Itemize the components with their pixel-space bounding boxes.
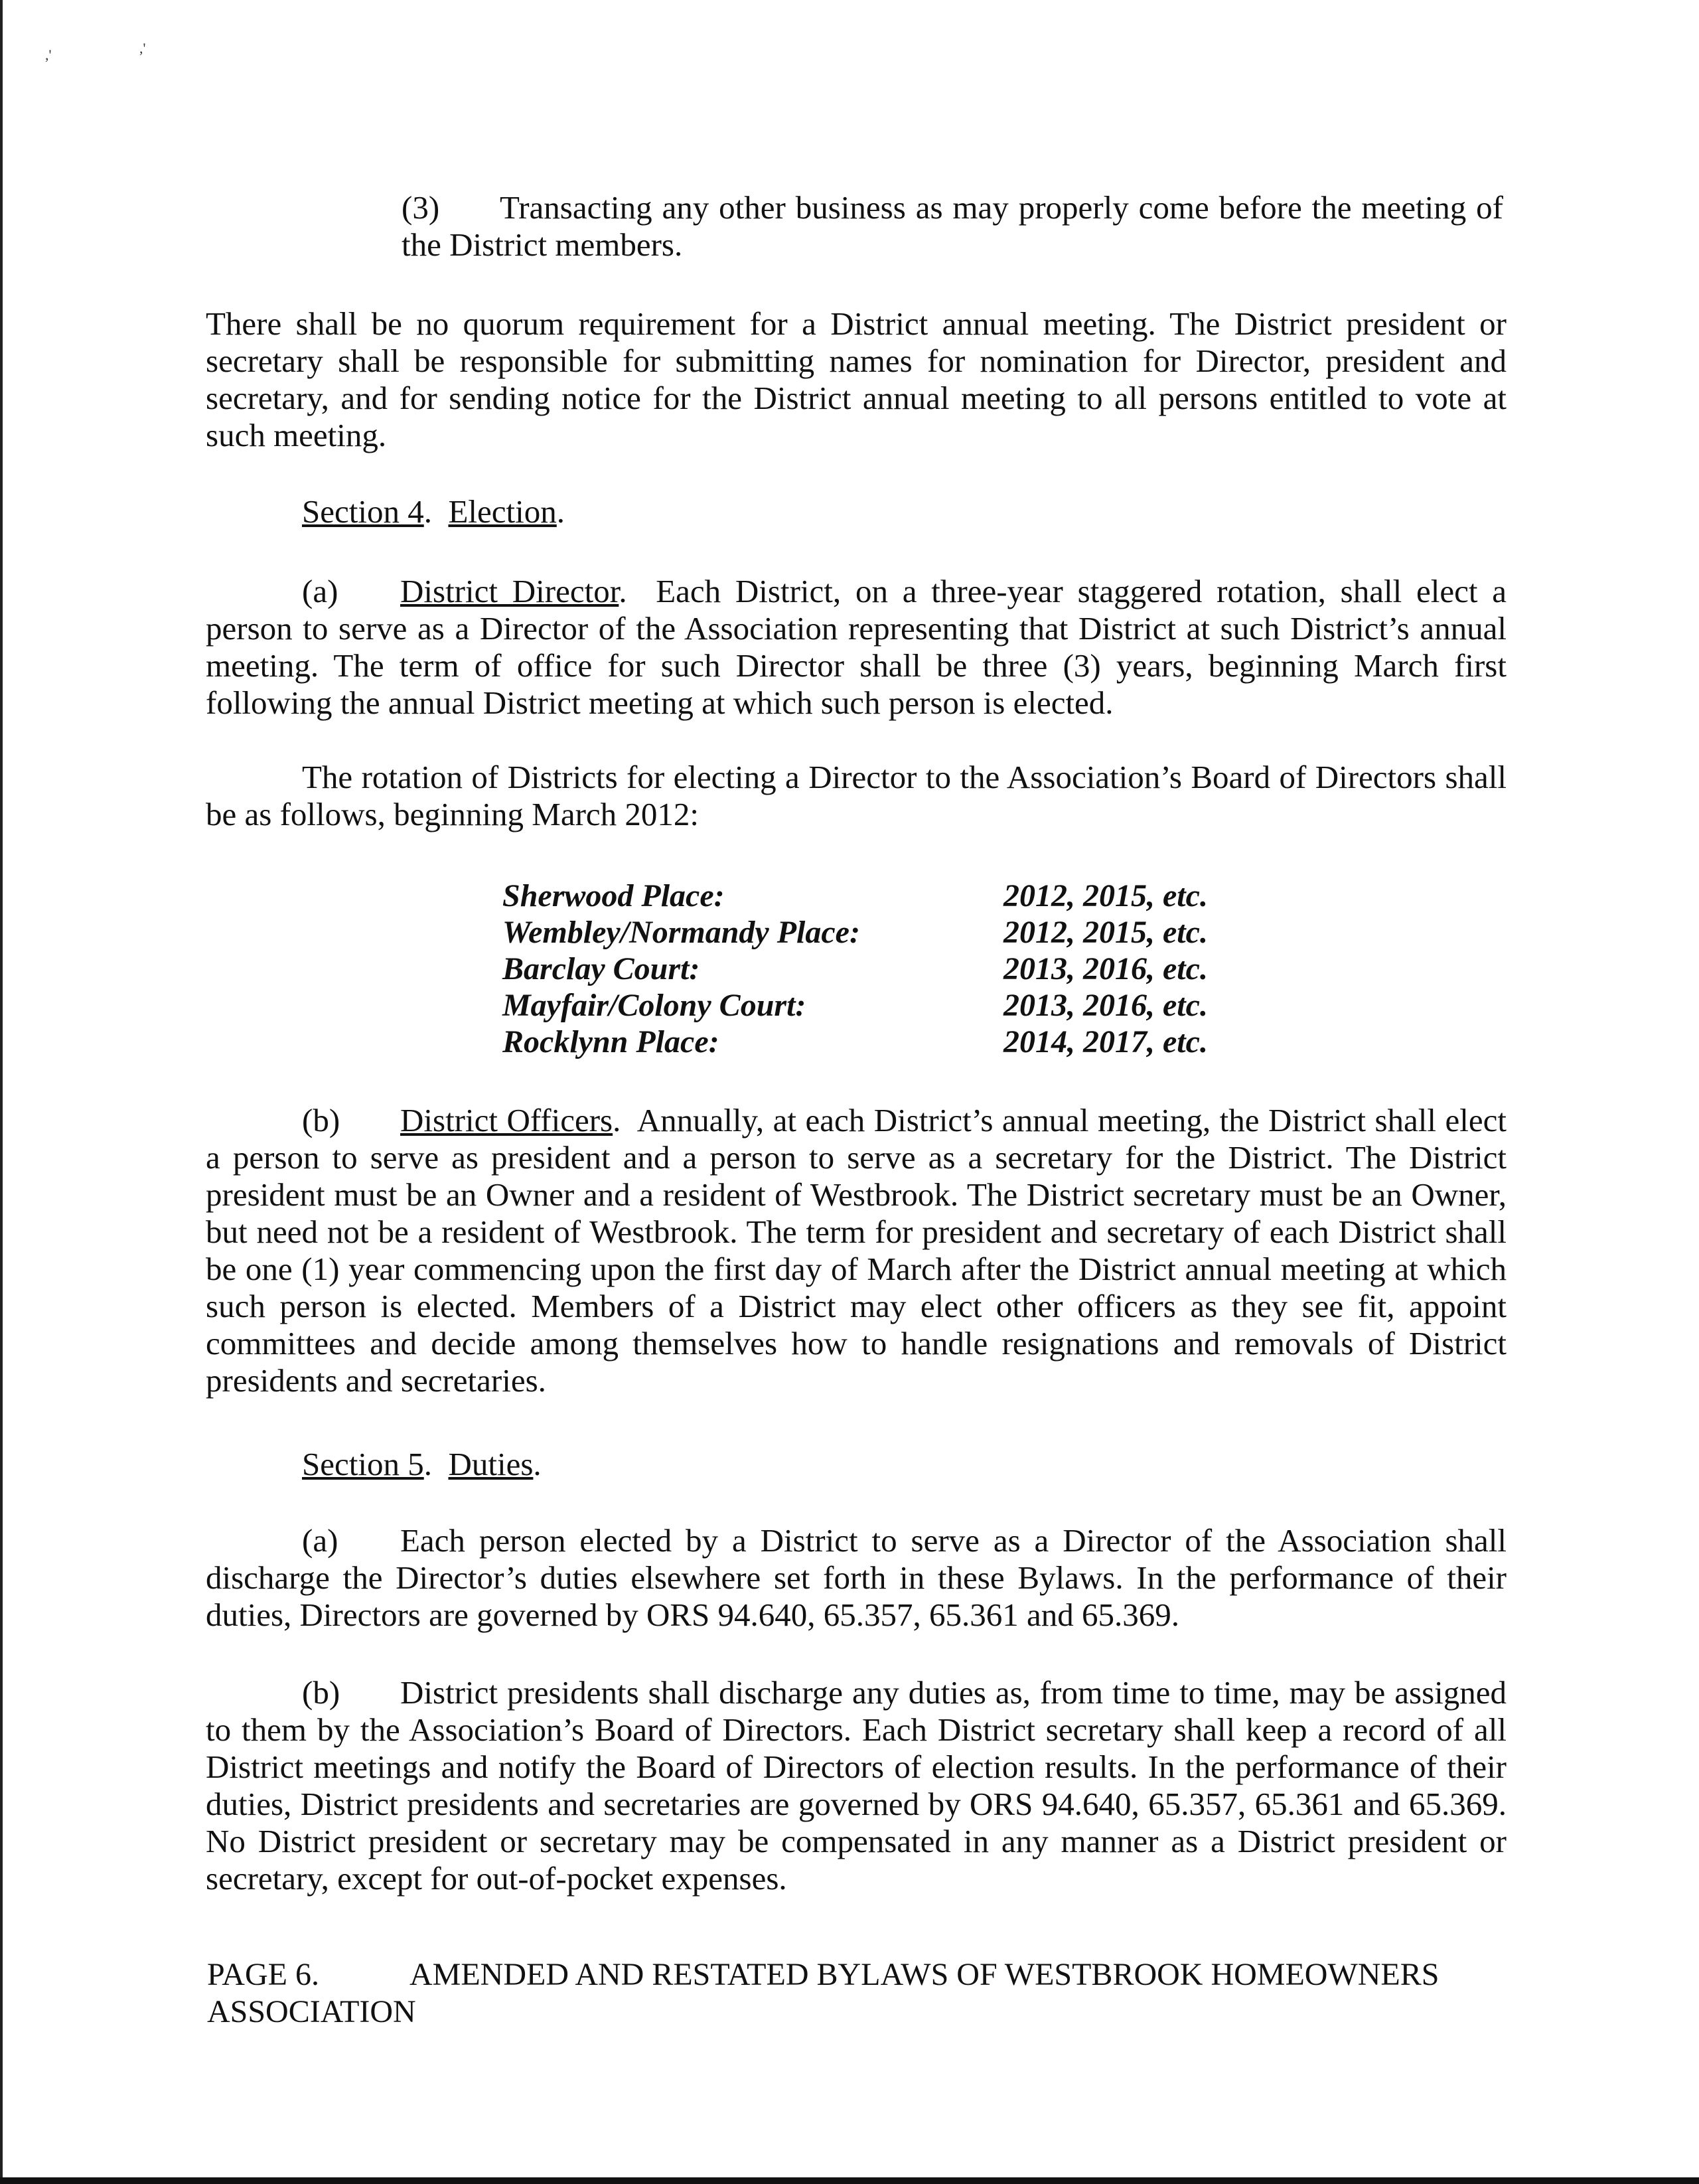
- quorum-paragraph: There shall be no quorum requirement for a District annual meeting. The District president or secretary shall be responsible for submitting names for nomination for Director, president and secretary, and for sending notice for the District annual meeting to all persons entitled to vote at such meeting.: [206, 305, 1507, 453]
- section-4-item-a-text: Each District, on a three-year staggered rotation, shall elect a person to serve as a Director of the Association representing that District at such District’s annual meeting. The term of office for such Director shall be three (3) years, beginning March first following the annual District meeting at which such person is elected.: [206, 573, 1507, 721]
- rotation-row: [502, 987, 1299, 1024]
- footer-page-label: PAGE 6.: [207, 1957, 319, 1992]
- section-4-title: Election: [448, 493, 557, 530]
- scan-left-edge: [0, 0, 3, 2184]
- rotation-years: 2012, 2015, etc.: [1003, 878, 1208, 913]
- section-5-item-b-marker: (b): [302, 1674, 340, 1711]
- rotation-years: 2012, 2015, etc.: [1003, 915, 1208, 950]
- rotation-intro: The rotation of Districts for electing a Director to the Association’s Board of Directors shall be as follows, beginning March 2012:: [206, 759, 1507, 832]
- page-footer: [207, 1956, 1508, 2031]
- rotation-row: [502, 878, 1299, 914]
- rotation-district: Sherwood Place:: [502, 878, 725, 913]
- section-5-label: Section 5: [302, 1446, 424, 1482]
- rotation-list: [502, 878, 1299, 1060]
- rotation-years: 2013, 2016, etc.: [1003, 988, 1208, 1023]
- item-3-text: Transacting any other business as may properly come before the meeting of the District members.: [402, 189, 1503, 263]
- section-4-item-b-marker: (b): [302, 1102, 340, 1138]
- rotation-row: [502, 1024, 1299, 1060]
- section-5-item-b-text: District presidents shall discharge any duties as, from time to time, may be assigned to them by the Association’s Board of Directors. Each District secretary shall keep a record of all District meetings and notify the Board of Directors of election results. In the performance of their duties, District presidents and secretaries are governed by ORS 94.640, 65.357, 65.361 and 65.369. No District president or secretary may be compensated in any manner as a District president or secretary, except for out-of-pocket expenses.: [206, 1674, 1507, 1897]
- section-5-item-a: [206, 1522, 1507, 1634]
- footer-title: AMENDED AND RESTATED BYLAWS OF WESTBROOK HOMEOWNERS ASSOCIATION: [207, 1957, 1440, 2029]
- item-3: [402, 189, 1503, 264]
- scan-bottom-edge: [0, 2177, 1699, 2184]
- rotation-district: Wembley/Normandy Place:: [502, 915, 860, 950]
- section-5-item-a-marker: (a): [302, 1522, 338, 1559]
- item-3-marker: (3): [402, 189, 440, 226]
- rotation-years: 2013, 2016, etc.: [1003, 951, 1208, 986]
- section-4-item-b: (b) District Officers. Annually, at each District’s annual meeting, the District shall elect a person to serve as president and a person to serve as a secretary for the District. The District president must be an Owner and a resident of Westbrook. The District secretary must be an Owner, but need not be a resident of Westbrook. The term for president and secretary of each District shall be one (1) year commencing upon the first day of March after the District annual meeting at which such person is elected. Members of a District may elect other officers as they see fit, appoint committees and decide among themselves how to handle resignations and removals of District presidents and secretaries.: [206, 1102, 1507, 1399]
- rotation-district: Mayfair/Colony Court:: [502, 988, 806, 1023]
- rotation-district: Rocklynn Place:: [502, 1024, 719, 1059]
- rotation-row: [502, 914, 1299, 951]
- section-4-item-a-marker: (a): [302, 573, 338, 609]
- rotation-row: [502, 951, 1299, 987]
- section-4-heading: Section 4. Election.: [302, 493, 565, 530]
- section-5-item-a-text: Each person elected by a District to serve as a Director of the Association shall discharge the Director’s duties elsewhere set forth in these Bylaws. In the performance of their duties, Directors are governed by ORS 94.640, 65.357, 65.361 and 65.369.: [206, 1522, 1507, 1633]
- rotation-district: Barclay Court:: [502, 951, 700, 986]
- section-5-item-b: [206, 1674, 1507, 1897]
- section-4-label: Section 4: [302, 493, 424, 530]
- section-4-item-a: (a) District Director. Each District, on a three-year staggered rotation, shall elect a person to serve as a Director of the Association representing that District at such District’s annual meeting. The term of office for such Director shall be three (3) years, beginning March first following the annual District meeting at which such person is elected.: [206, 573, 1507, 721]
- section-4-item-a-heading: District Director: [400, 573, 619, 609]
- section-4-item-b-text: Annually, at each District’s annual meeting, the District shall elect a person to serve as president and a person to serve as a secretary for the District. The District president must be an Owner and a resident of Westbrook. The District secretary must be an Owner, but need not be a resident of Westbrook. The term for president and secretary of each District shall be one (1) year commencing upon the first day of March after the District annual meeting at which such person is elected. Members of a District may elect other officers as they see fit, appoint committees and decide among themselves how to handle resignations and removals of District presidents and secretaries.: [206, 1102, 1507, 1399]
- section-5-title: Duties: [448, 1446, 534, 1482]
- scan-speck: ,': [45, 46, 52, 63]
- section-4-item-b-heading: District Officers: [400, 1102, 613, 1138]
- rotation-years: 2014, 2017, etc.: [1003, 1024, 1208, 1059]
- scan-speck: ,': [139, 40, 146, 56]
- section-5-heading: Section 5. Duties.: [302, 1446, 542, 1482]
